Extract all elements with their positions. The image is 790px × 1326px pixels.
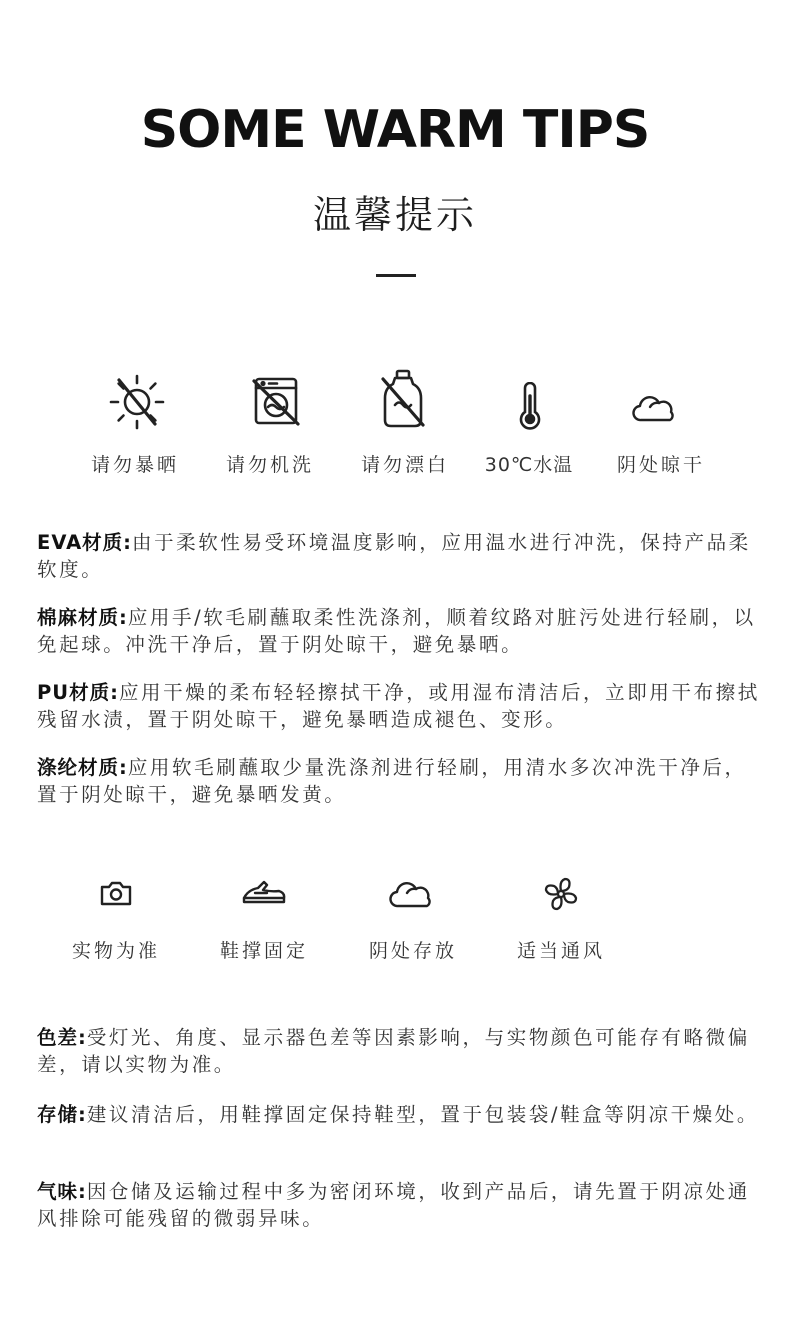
storage-label-ventilation: 适当通风	[516, 940, 605, 962]
care-label-no-machine-wash: 请勿机洗	[225, 454, 314, 476]
fan-icon	[542, 875, 580, 913]
camera-icon	[99, 878, 133, 908]
cloud-icon	[630, 390, 678, 426]
material-eva-text: 由于柔软性易受环境温度影响，应用温水进行冲洗，保持产品柔软度。	[37, 531, 751, 581]
no-bleach-icon	[375, 367, 431, 431]
care-label-shade-dry: 阴处晾干	[616, 454, 705, 476]
material-polyester	[37, 754, 767, 808]
storage-label-shoe-tree: 鞋撑固定	[219, 940, 308, 962]
page-title-en: SOME WARM TIPS	[140, 100, 650, 160]
no-sun-icon	[105, 370, 169, 434]
material-pu-text: 应用干燥的柔布轻轻擦拭干净，或用湿布清洁后，立即用干布擦拭残留水渍，置于阴处晾干，避免暴晒造成褪色、变形。	[37, 681, 760, 731]
note-odor	[37, 1178, 767, 1232]
note-odor-name: 气味:	[37, 1180, 87, 1203]
storage-label-actual-item: 实物为准	[71, 940, 160, 962]
page-title-cn: 温馨提示	[312, 193, 477, 237]
shoe-tree-icon	[241, 878, 287, 908]
care-label-no-bleach: 请勿漂白	[360, 454, 449, 476]
note-color-difference-text: 受灯光、角度、显示器色差等因素影响，与实物颜色可能存有略微偏差，请以实物为准。	[37, 1026, 750, 1076]
note-color-difference-name: 色差:	[37, 1026, 87, 1049]
note-storage-text: 建议清洁后，用鞋撑固定保持鞋型，置于包装袋/鞋盒等阴凉干燥处。	[86, 1103, 759, 1126]
thermometer-icon	[516, 382, 544, 430]
material-pu-name: PU材质:	[37, 681, 119, 704]
care-label-water-temp: 30℃水温	[484, 454, 574, 476]
cloud-icon	[387, 876, 435, 912]
no-machine-wash-icon	[247, 372, 307, 432]
title-divider	[376, 274, 416, 277]
note-storage	[37, 1101, 767, 1128]
material-eva-name: EVA材质:	[37, 531, 132, 554]
material-cotton-linen	[37, 604, 767, 658]
note-odor-text: 因仓储及运输过程中多为密闭环境，收到产品后，请先置于阴凉处通风排除可能残留的微弱异味。	[37, 1180, 750, 1230]
note-storage-name: 存储:	[37, 1103, 87, 1126]
material-polyester-name: 涤纶材质:	[37, 756, 128, 779]
material-polyester-text: 应用软毛刷蘸取少量洗涤剂进行轻刷，用清水多次冲洗干净后，置于阴处晾干，避免暴晒发黄。	[37, 756, 747, 806]
material-cotton-linen-name: 棉麻材质:	[37, 606, 128, 629]
care-label-no-sun: 请勿暴晒	[90, 454, 179, 476]
note-color-difference	[37, 1024, 767, 1078]
material-pu	[37, 679, 767, 733]
material-eva	[37, 529, 767, 583]
storage-label-shade-store: 阴处存放	[368, 940, 457, 962]
material-cotton-linen-text: 应用手/软毛刷蘸取柔性洗涤剂，顺着纹路对脏污处进行轻刷，以免起球。冲洗干净后，置于阴处晾干，避免暴晒。	[37, 606, 756, 656]
